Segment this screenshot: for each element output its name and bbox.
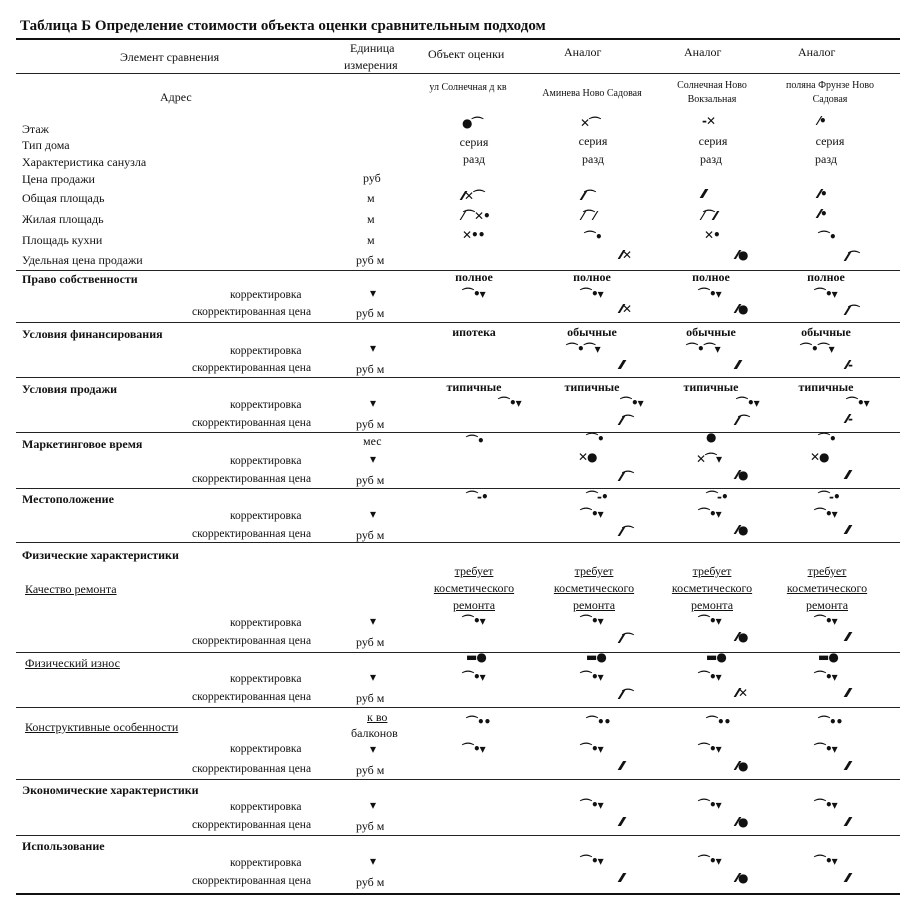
repair-unit: руб м	[356, 635, 385, 649]
unit-price: руб	[363, 171, 381, 185]
section-construct: Конструктивные особенности	[25, 720, 179, 734]
smudge-mark: ⌒•▾	[814, 854, 837, 868]
smudge-mark: ⌒•▾	[462, 614, 485, 628]
section-financing: Условия финансирования	[22, 327, 163, 341]
smudge-mark: ⁄⁄⌒	[620, 525, 634, 539]
a3-house-type: серия	[815, 134, 845, 148]
smudge-mark: ⁄⁄⌒	[620, 470, 634, 484]
smudge-mark: ⌒•▾	[462, 742, 485, 756]
header-analog-3: Аналог	[798, 45, 836, 59]
location-unit: руб м	[356, 528, 385, 542]
smudge-mark: ▾	[370, 798, 376, 812]
a1-repair-3: ремонта	[572, 598, 616, 612]
wear-correction: корректировка	[230, 673, 302, 685]
smudge-mark: ⁄⁄⁄	[846, 871, 850, 885]
smudge-mark: ⌒•▾	[580, 854, 603, 868]
rule-financing	[16, 322, 900, 323]
unit-unit-price: руб м	[356, 253, 385, 267]
sale-corrected-price: скорректированная цена	[192, 417, 312, 429]
section-ownership: Право собственности	[22, 272, 138, 286]
smudge-mark: ●	[706, 430, 716, 444]
construct-unit-2: балконов	[351, 726, 398, 740]
row-bathroom: Характеристика санузла	[22, 155, 147, 169]
a3-repair-1: требует	[807, 564, 847, 578]
wear-unit: руб м	[356, 691, 385, 705]
smudge-mark: ▾	[370, 670, 376, 684]
smudge-mark: ⁄⁄✕	[620, 302, 632, 316]
smudge-mark: ⁄⁄⁄	[846, 759, 850, 773]
row-kitchen-area: Площадь кухни	[22, 233, 103, 247]
economic-corrected-price: скорректированная цена	[192, 819, 312, 831]
a1-financing: обычные	[567, 325, 617, 339]
smudge-mark: ⌒•▾	[620, 396, 643, 410]
smudge-mark: ⁄⁄⁄	[620, 759, 624, 773]
section-usage: Использование	[22, 839, 105, 853]
smudge-mark: ⌒•▾	[580, 670, 603, 684]
section-physical: Физические характеристики	[22, 548, 179, 562]
smudge-mark: ⌒•▾	[814, 670, 837, 684]
a2-house-type: серия	[698, 134, 728, 148]
smudge-mark: ⁄⁄⌒	[620, 632, 634, 646]
smudge-mark: ⌒•▾	[814, 507, 837, 521]
construct-corrected-price: скорректированная цена	[192, 763, 312, 775]
economic-correction: корректировка	[230, 801, 302, 813]
section-sale: Условия продажи	[22, 382, 118, 396]
smudge-mark: ⁄⁄⁄	[620, 358, 624, 372]
smudge-mark: ⌒-•	[706, 490, 728, 504]
rule-usage	[16, 835, 900, 836]
section-economic: Экономические характеристики	[22, 783, 199, 797]
sale-correction: корректировка	[230, 399, 302, 411]
a2-repair-1: требует	[692, 564, 732, 578]
smudge-mark: ⌒•	[466, 434, 484, 448]
smudge-mark: ✕⌒	[580, 116, 601, 130]
row-total-area: Общая площадь	[22, 191, 105, 205]
smudge-mark: ●⌒	[462, 116, 483, 130]
header-object: Объект оценки	[428, 47, 505, 61]
smudge-mark: ▾	[370, 614, 376, 628]
smudge-mark: ⁄⁄⌒	[620, 688, 634, 702]
smudge-mark: ⌒•▾	[814, 287, 837, 301]
row-floor: Этаж	[22, 122, 49, 136]
smudge-mark: ⁄⌒✕•	[462, 209, 490, 223]
marketing-unit: руб м	[356, 473, 385, 487]
smudge-mark: ⁄⁄●	[736, 468, 748, 482]
obj-bathroom: разд	[463, 152, 485, 166]
smudge-mark: ⌒••	[466, 715, 491, 729]
smudge-mark: ▬●	[706, 650, 726, 664]
smudge-mark: -✕	[702, 114, 716, 128]
smudge-mark: ⁄⁄⁄	[846, 523, 850, 537]
section-wear: Физический износ	[25, 656, 120, 670]
marketing-correction: корректировка	[230, 455, 302, 467]
unit-living-area: м	[367, 212, 375, 226]
smudge-mark: ⁄⁄⁄	[620, 871, 624, 885]
obj-ownership: полное	[455, 270, 493, 284]
a3-sale: типичные	[798, 380, 854, 394]
smudge-mark: ⁄⁄•	[818, 187, 827, 201]
smudge-mark: ⌒•	[584, 230, 602, 244]
a1-house-type: серия	[578, 134, 608, 148]
construct-unit: руб м	[356, 763, 385, 777]
header-element: Элемент сравнения	[120, 50, 220, 64]
obj-repair-3: ремонта	[452, 598, 496, 612]
smudge-mark: ⌒•▾	[462, 287, 485, 301]
smudge-mark: ⁄⁄●	[736, 759, 748, 773]
usage-correction: корректировка	[230, 857, 302, 869]
sale-unit: руб м	[356, 417, 385, 431]
smudge-mark: ⁄⁄●	[736, 871, 748, 885]
smudge-mark: ⌒•▾	[580, 614, 603, 628]
repair-corrected-price: скорректированная цена	[192, 635, 312, 647]
marketing-corrected-price: скорректированная цена	[192, 473, 312, 485]
smudge-mark: ⁄⁄●	[736, 523, 748, 537]
smudge-mark: ⁄⁄⌒	[846, 250, 860, 264]
rule-economic	[16, 779, 900, 780]
a3-bathroom: разд	[815, 152, 837, 166]
smudge-mark: ⁄⁄●	[736, 302, 748, 316]
address-object: ул Солнечная д кв	[429, 82, 507, 93]
repair-correction: корректировка	[230, 617, 302, 629]
smudge-mark: ✕●	[578, 450, 597, 464]
smudge-mark: ⁄⁄●	[736, 248, 748, 262]
obj-repair-2: косметического	[433, 581, 515, 595]
location-corrected-price: скорректированная цена	[192, 528, 312, 540]
a3-repair-3: ремонта	[805, 598, 849, 612]
header-unit-2: измерения	[344, 58, 398, 72]
construct-correction: корректировка	[230, 743, 302, 755]
smudge-mark: ⌒•▾	[698, 798, 721, 812]
a2-repair-2: косметического	[671, 581, 753, 595]
a2-repair-3: ремонта	[690, 598, 734, 612]
smudge-mark: ⌒•▾	[698, 614, 721, 628]
smudge-mark: ⁄⁄⁄	[620, 815, 624, 829]
financing-unit: руб м	[356, 362, 385, 376]
smudge-mark: ▬●	[466, 650, 486, 664]
smudge-mark: ⌒•⌒▾	[800, 342, 834, 356]
smudge-mark: ⌒•	[818, 432, 836, 446]
row-unit-price: Удельная цена продажи	[22, 253, 143, 267]
section-location: Местоположение	[22, 492, 114, 506]
a1-repair-1: требует	[574, 564, 614, 578]
smudge-mark: ⁄⁄⁄	[702, 187, 706, 201]
a3-financing: обычные	[801, 325, 851, 339]
smudge-mark: ⌒•⌒▾	[686, 342, 720, 356]
smudge-mark: ▾	[370, 341, 376, 355]
smudge-mark: ⁄⁄-	[846, 358, 852, 372]
smudge-mark: ⁄⁄⌒	[736, 414, 750, 428]
header-unit-1: Единица	[350, 41, 395, 55]
obj-financing: ипотека	[452, 325, 496, 339]
smudge-mark: ⁄⁄⌒	[620, 414, 634, 428]
address-analog-2-line2: Вокзальная	[687, 94, 737, 105]
a1-ownership: полное	[573, 270, 611, 284]
rule-marketing	[16, 432, 900, 433]
smudge-mark: ⌒•▾	[580, 507, 603, 521]
wear-corrected-price: скорректированная цена	[192, 691, 312, 703]
smudge-mark: ▾	[370, 452, 376, 466]
smudge-mark: ⌒-•	[818, 490, 840, 504]
smudge-mark: ✕⌒▾	[696, 452, 722, 466]
rule-bottom	[16, 893, 900, 895]
smudge-mark: ⌒•▾	[580, 798, 603, 812]
address-analog-1: Аминева Ново Садовая	[542, 88, 642, 99]
smudge-mark: ⌒•▾	[814, 742, 837, 756]
smudge-mark: ⌒-•	[586, 490, 608, 504]
rule-wear	[16, 652, 900, 653]
financing-correction: корректировка	[230, 345, 302, 357]
rule-sale	[16, 377, 900, 378]
smudge-mark: ▾	[370, 286, 376, 300]
row-living-area: Жилая площадь	[22, 212, 104, 226]
smudge-mark: ✕••	[462, 228, 485, 242]
header-analog-1: Аналог	[564, 45, 602, 59]
address-label: Адрес	[160, 90, 192, 104]
section-repair: Качество ремонта	[25, 582, 117, 596]
rule-location	[16, 488, 900, 489]
a1-repair-2: косметического	[553, 581, 635, 595]
smudge-mark: ⌒•▾	[580, 742, 603, 756]
row-price: Цена продажи	[22, 172, 95, 186]
a1-sale: типичные	[564, 380, 620, 394]
unit-kitchen-area: м	[367, 233, 375, 247]
a2-bathroom: разд	[700, 152, 722, 166]
smudge-mark: ▬●	[818, 650, 838, 664]
smudge-mark: ⁄⁄●	[736, 815, 748, 829]
smudge-mark: ⌒-•	[466, 490, 488, 504]
ownership-unit: руб м	[356, 306, 385, 320]
a3-ownership: полное	[807, 270, 845, 284]
smudge-mark: ⁄⌒⁄⁄	[702, 209, 717, 223]
smudge-mark: ⁄⁄⁄	[736, 358, 740, 372]
unit-total-area: м	[367, 191, 375, 205]
smudge-mark: ⌒•▾	[736, 396, 759, 410]
smudge-mark: ⌒•⌒▾	[566, 342, 600, 356]
obj-sale: типичные	[446, 380, 502, 394]
a2-ownership: полное	[692, 270, 730, 284]
smudge-mark: ⌒•	[818, 230, 836, 244]
smudge-mark: ⁄⁄⌒	[582, 189, 596, 203]
smudge-mark: ⁄⁄⁄	[846, 686, 850, 700]
smudge-mark: ⌒••	[586, 715, 611, 729]
obj-house-type: серия	[459, 135, 489, 149]
smudge-mark: ⁄⁄-	[846, 412, 852, 426]
a3-repair-2: косметического	[786, 581, 868, 595]
usage-unit: руб м	[356, 875, 385, 889]
smudge-mark: ▾	[370, 396, 376, 410]
smudge-mark: ▾	[370, 742, 376, 756]
smudge-mark: ⁄•	[818, 114, 826, 128]
smudge-mark: ⁄⁄✕	[620, 248, 632, 262]
smudge-mark: ✕•	[704, 228, 720, 242]
ownership-correction: корректировка	[230, 289, 302, 301]
header-top-rule	[16, 38, 900, 40]
construct-unit-1: к во	[367, 710, 388, 724]
address-analog-3-line2: Садовая	[812, 94, 848, 105]
smudge-mark: ⁄⁄⁄	[846, 468, 850, 482]
a1-bathroom: разд	[582, 152, 604, 166]
row-house-type: Тип дома	[22, 138, 70, 152]
table-title: Таблица Б Определение стоимости объекта оценки сравнительным подходом	[20, 18, 546, 34]
smudge-mark: ⌒•▾	[498, 396, 521, 410]
smudge-mark: ⌒•	[586, 432, 604, 446]
smudge-mark: ▾	[370, 507, 376, 521]
rule-physical	[16, 542, 900, 543]
smudge-mark: ⌒•▾	[814, 798, 837, 812]
smudge-mark: ▾	[370, 854, 376, 868]
rule-construct	[16, 707, 900, 708]
smudge-mark: ⁄⁄⁄	[846, 630, 850, 644]
smudge-mark: ⁄⌒⁄	[582, 209, 596, 223]
smudge-mark: ✕●	[810, 450, 829, 464]
financing-corrected-price: скорректированная цена	[192, 362, 312, 374]
smudge-mark: ⌒•▾	[698, 670, 721, 684]
smudge-mark: ⁄⁄●	[736, 630, 748, 644]
smudge-mark: ⌒•▾	[698, 854, 721, 868]
ownership-corrected-price: скорректированная цена	[192, 306, 312, 318]
smudge-mark: ⌒•▾	[698, 507, 721, 521]
a2-sale: типичные	[683, 380, 739, 394]
smudge-mark: ⌒•▾	[698, 742, 721, 756]
smudge-mark: ⌒••	[818, 715, 843, 729]
address-analog-3-line1: поляна Фрунзе Ново	[786, 80, 874, 91]
a2-financing: обычные	[686, 325, 736, 339]
smudge-mark: ⌒•▾	[846, 396, 869, 410]
smudge-mark: ⁄⁄✕	[736, 686, 748, 700]
smudge-mark: ⁄⁄•	[818, 207, 827, 221]
smudge-mark: ⁄⁄✕⌒	[462, 189, 485, 203]
location-correction: корректировка	[230, 510, 302, 522]
smudge-mark: ⌒•▾	[580, 287, 603, 301]
header-bottom-rule	[16, 73, 900, 74]
section-marketing: Маркетинговое время	[22, 437, 143, 451]
smudge-mark: ⌒•▾	[814, 614, 837, 628]
smudge-mark: ⌒•▾	[462, 670, 485, 684]
usage-corrected-price: скорректированная цена	[192, 875, 312, 887]
smudge-mark: ⌒••	[706, 715, 731, 729]
obj-repair-1: требует	[454, 564, 494, 578]
header-analog-2: Аналог	[684, 45, 722, 59]
address-analog-2-line1: Солнечная Ново	[677, 80, 747, 91]
smudge-mark: ⁄⁄⌒	[846, 304, 860, 318]
smudge-mark: ⁄⁄⁄	[846, 815, 850, 829]
economic-unit: руб м	[356, 819, 385, 833]
marketing-unit-mes: мес	[363, 434, 382, 448]
smudge-mark: ⌒•▾	[698, 287, 721, 301]
smudge-mark: ▬●	[586, 650, 606, 664]
